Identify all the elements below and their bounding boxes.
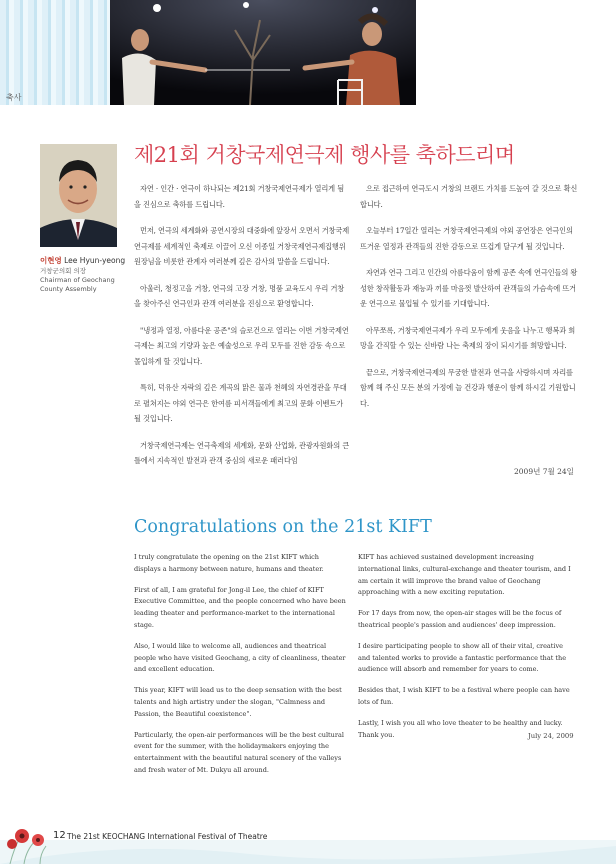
english-paragraph: Particularly, the open-air performances will be the best cultural event for the summer, with the holidaymakers enjoying the entertainment with the beautiful natural scenery of the valleys and fresh water of Mt. Dukyu all around. xyxy=(134,730,344,774)
english-paragraph: Also, I would like to welcome all, audiences and theatrical people who have visited Geochang, a city of cleanliness, theater and excellent education. xyxy=(134,641,346,674)
korean-column-1 xyxy=(134,181,350,480)
section-tag: 축사 xyxy=(6,93,22,102)
korean-paragraph: 자연과 연극 그리고 인간의 아름다움이 함께 공존 속에 연극인들의 왕성한 창작활동과 재능과 끼를 마음껏 발산하여 관객들의 가슴속에 뜨거운 연극으로 물입될 수 있기를 기대합니다. xyxy=(360,268,578,308)
publication-name: The 21st KEOCHANG International Festival of Theatre xyxy=(67,832,268,841)
korean-column-2 xyxy=(360,181,580,422)
english-paragraph: I truly congratulate the opening on the 21st KIFT which displays a harmony between nature, humans and theater. xyxy=(134,553,324,573)
person-name-en: Lee Hyun-yeong xyxy=(64,256,126,265)
korean-paragraph: 아무쪼록, 거창국제연극제가 우리 모두에게 웃음을 나누고 행복과 희망을 간직할 수 있는 신바람 나는 축제의 장이 되시기를 희망합니다. xyxy=(360,325,576,350)
person-title-ko: 거창군의회 의장 xyxy=(40,267,87,275)
english-paragraph: First of all, I am grateful for Jong-il Lee, the chief of KIFT Executive Committee, and the people concerned who have been leading theater and performance-market to the international stage. xyxy=(134,585,346,629)
korean-date: 2009년 7월 24일 xyxy=(514,467,574,476)
top-decorative-stripe xyxy=(0,0,110,105)
page-number: 12 xyxy=(53,830,66,841)
korean-paragraph: 아울러, 청정고을 거창, 연극의 고장 거창, 명품 교육도시 우리 거창을 찾아주신 연극인과 관객 여러분을 진심으로 환영합니다. xyxy=(134,283,345,308)
person-name xyxy=(40,256,140,266)
english-column-2 xyxy=(358,552,576,750)
english-title: Congratulations on the 21st KIFT xyxy=(134,517,432,537)
korean-paragraph: 으로 접근하여 연극도시 거창의 브랜드 가치를 드높여 갈 것으로 확신합니다. xyxy=(360,184,578,209)
person-title-en-line2: County Assembly xyxy=(40,285,97,293)
korean-paragraph: 오늘부터 17일간 열리는 거창국제연극제의 야외 공연장은 연극인의 뜨거운 열정과 관객들의 진한 감동으로 뜨겁게 달구게 될 것입니다. xyxy=(360,226,573,251)
korean-paragraph: 거창국제연극제는 연극축제의 세계화, 문화 산업화, 관광자원화의 큰 틀에서 지속적인 발전과 관객 중심의 새로운 패러다임 xyxy=(134,440,350,465)
english-paragraph: Lastly, I wish you all who love theater to be healthy and lucky. Thank you. xyxy=(358,718,563,739)
english-paragraph: This year, KIFT will lead us to the deep sensation with the best talents and high artistry under the slogan, "Calmness and Passion, the Beautiful coexistence". xyxy=(134,686,342,718)
english-column-1 xyxy=(134,552,346,786)
english-paragraph: For 17 days from now, the open-air stages will be the focus of theatrical people's passion and audiences' deep impression. xyxy=(358,609,562,629)
person-name-ko: 이현영 xyxy=(40,256,62,265)
person-title-en-line1: Chairman of Geochang xyxy=(40,276,115,284)
english-paragraph: I desire participating people to show all of their vital, creative and talented works to provide a fantastic performance that the audience will absorb and remember for years to come. xyxy=(358,641,567,674)
stage-performance-photo xyxy=(110,0,416,105)
korean-title: 제21회 거창국제연극제 행사를 축하드리며 xyxy=(134,143,515,167)
english-paragraph: Besides that, I wish KIFT to be a festival where people can have lots of fun. xyxy=(358,686,570,706)
korean-paragraph: 끝으로, 거창국제연극제의 무궁한 발전과 연극을 사랑하시며 자리를 함께 해 주신 모든 분의 가정에 늘 건강과 행운이 함께 하시길 기원합니다. xyxy=(360,367,576,408)
korean-paragraph: 먼저, 연극의 세계화와 공연시장의 대중화에 앞장서 오면서 거창국제연극제를 세계적인 축제로 이끌어 오신 이종일 거창국제연극제집행위원장님을 비롯한 관계자 여러분께 깊은 감사의 말씀을 드립니다. xyxy=(134,226,350,266)
korean-paragraph: "냉정과 열정, 아름다운 공존"의 슬로건으로 열리는 이번 거창국제연극제는 최고의 기량과 높은 예술성으로 우리 모두를 진한 감동 속으로 몰입하게 할 것입니다. xyxy=(134,325,349,366)
korean-paragraph: 특히, 덕유산 자락의 깊은 계곡의 맑은 물과 천혜의 자연경관을 무대로 펼쳐지는 야외 연극은 한여름 피서객들에게 최고의 문화 이벤트가 될 것입니다. xyxy=(134,383,347,423)
english-date: July 24, 2009 xyxy=(528,732,574,740)
english-paragraph: KIFT has achieved sustained development increasing international links, cultural-exchange and theater tourism, and I am certain it will improve the brand value of Geochang approaching with a new exciting reputation. xyxy=(358,553,571,597)
korean-paragraph: 자연 · 인간 · 연극이 하나되는 제21회 거창국제연극제가 열리게 됨을 진심으로 축하를 드립니다. xyxy=(134,184,345,209)
portrait-photo xyxy=(40,144,117,247)
